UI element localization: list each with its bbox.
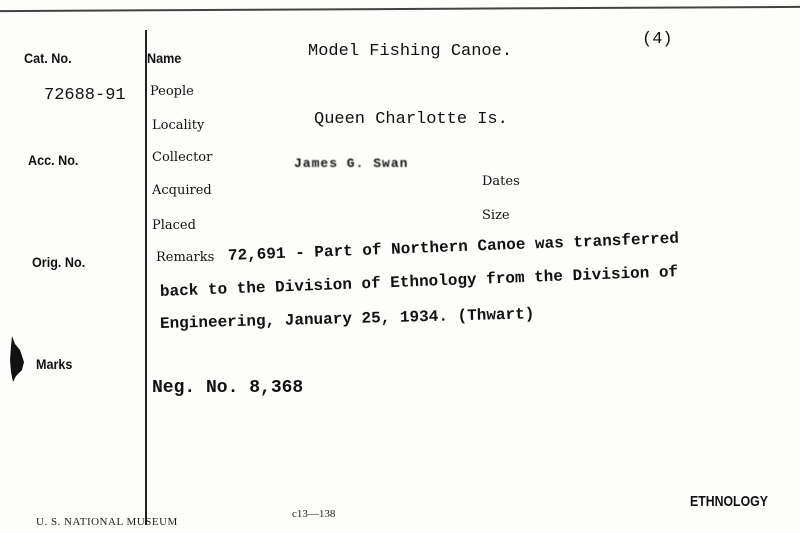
division-stamp: ETHNOLOGY [690, 493, 768, 510]
acquired-label: Acquired [152, 183, 212, 198]
ink-mark-icon [8, 336, 26, 382]
remarks-label: Remarks [156, 250, 215, 265]
object-name: Model Fishing Canoe. [308, 42, 513, 61]
name-label: Name [147, 50, 182, 66]
remarks-line-2: back to the Division of Ethnology from the Division of [159, 263, 679, 301]
collector-value: James G. Swan [294, 156, 409, 171]
card-top-edge [0, 6, 800, 12]
card-divider-line [145, 30, 147, 525]
form-code: c13—138 [292, 508, 336, 520]
marks-label: Marks [36, 356, 73, 372]
remarks-line-1: 72,691 - Part of Northern Canoe was transferred [227, 229, 680, 265]
locality-label: Locality [152, 118, 205, 133]
locality-value: Queen Charlotte Is. [314, 110, 508, 129]
acc-no-label: Acc. No. [28, 152, 79, 168]
people-label: People [150, 84, 194, 99]
remarks-line-3: Engineering, January 25, 1934. (Thwart) [159, 305, 535, 333]
collector-label: Collector [152, 150, 213, 165]
catalog-number: 72688-91 [44, 86, 126, 105]
dates-label: Dates [482, 174, 520, 189]
card-index: (4) [642, 30, 673, 49]
cat-no-label: Cat. No. [24, 50, 72, 66]
orig-no-label: Orig. No. [32, 254, 86, 270]
negative-number: Neg. No. 8,368 [152, 378, 304, 398]
placed-label: Placed [152, 218, 196, 233]
size-label: Size [482, 208, 510, 223]
museum-name: U. S. NATIONAL MUSEUM [36, 516, 178, 528]
